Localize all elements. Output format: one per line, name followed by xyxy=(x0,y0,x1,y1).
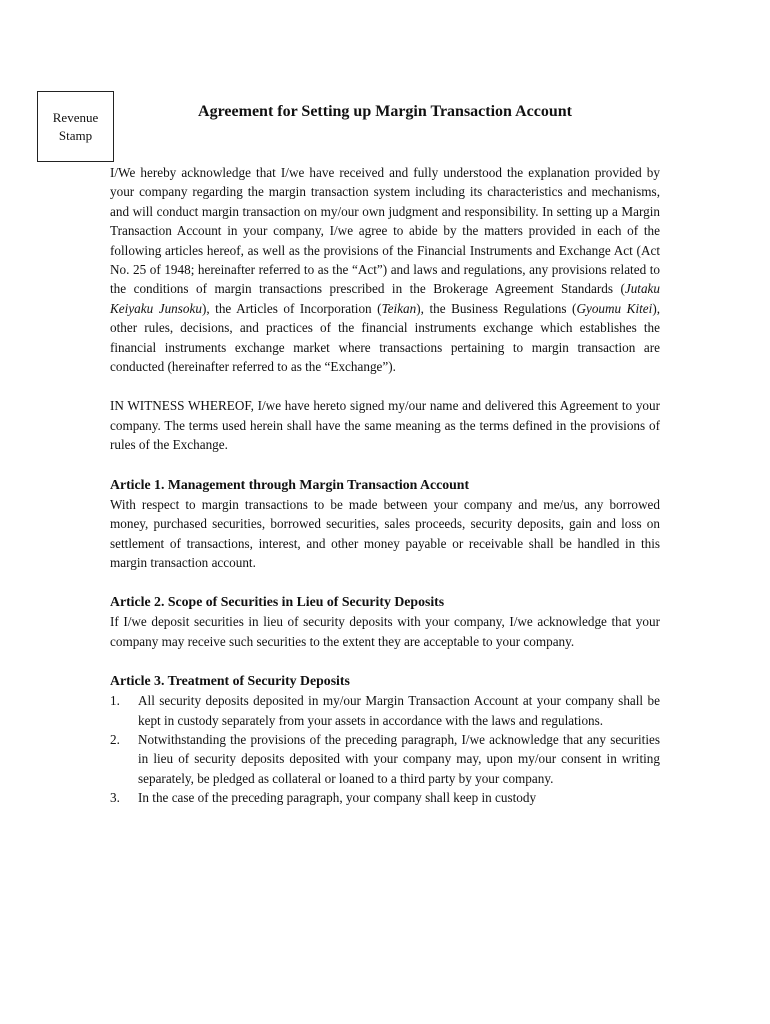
item-text: Notwithstanding the provisions of the preceding paragraph, I/we acknowledge that any securities in lieu of security deposits deposited with your company may, upon my/our consent in writing separately, be pledged as collateral or loaned to a third party by your company. xyxy=(138,731,660,786)
intro-text-4: ), other rules, decisions, and practices of the financial instruments exchange which establishes the financial instruments exchange market where transactions pertaining to margin transaction are conducted (hereinafter referred to as the “Exchange”). xyxy=(110,300,661,375)
item-text: In the case of the preceding paragraph, your company shall keep in custody xyxy=(138,790,537,806)
list-item xyxy=(110,730,660,788)
witness-paragraph: IN WITNESS WHEREOF, I/we have hereto signed my/our name and delivered this Agreement to your company. The terms used herein shall have the same meaning as the terms defined in the provisions of rules of the Exchange. xyxy=(110,398,660,453)
article-3-list xyxy=(110,691,660,807)
stamp-line-2: Stamp xyxy=(58,127,93,143)
intro-italic-jutaku: Jutaku Keiyaku Junsoku xyxy=(110,281,660,316)
item-number: 2. xyxy=(110,731,120,747)
article-text: With respect to margin transactions to be made between your company and me/us, any borrowed money, purchased securities, borrowed securities, sales proceeds, security deposits, gain and loss on settlement of transactions, interest, and other money payable or receivable shall be handled in this margin transaction account. xyxy=(110,496,660,570)
item-number: 1. xyxy=(110,693,120,709)
stamp-line-1: Revenue xyxy=(52,109,99,125)
article-heading: Article 2. Scope of Securities in Lieu of Security Deposits xyxy=(110,594,445,610)
item-text: All security deposits deposited in my/our Margin Transaction Account at your company shall be kept in custody separately from your assets in accordance with the laws and regulations. xyxy=(138,693,660,728)
item-number: 3. xyxy=(110,790,120,806)
list-item xyxy=(110,788,660,807)
article-2 xyxy=(110,592,660,651)
article-heading: Article 1. Management through Margin Transaction Account xyxy=(110,476,470,492)
document-title: Agreement for Setting up Margin Transaction Account xyxy=(198,103,572,120)
revenue-stamp-box xyxy=(37,91,114,162)
article-heading: Article 3. Treatment of Security Deposits xyxy=(110,673,350,689)
intro-paragraph xyxy=(110,163,660,376)
article-text: If I/we deposit securities in lieu of security deposits with your company, I/we acknowledge that your company may receive such securities to the extent they are acceptable to your company. xyxy=(110,614,660,649)
intro-text-1: I/We hereby acknowledge that I/we have received and fully understood the explanation provided by your company regarding the margin transaction system including its characteristics and mechanisms, and will conduct margin transaction on my/our own judgment and responsibility. In setting up a Margin Transaction Account in your company, I/we agree to abide by the matters provided in each of the following articles hereof, as well as the provisions of the Financial Instruments and Exchange Act (Act No. 25 of 1948; hereinafter referred to as the “Act”) and laws and regulations, any provisions related to the conditions of margin transactions prescribed in the Brokerage Agreement Standards ( xyxy=(110,165,660,297)
article-1 xyxy=(110,475,660,573)
document-body xyxy=(110,163,660,808)
list-item xyxy=(110,691,660,730)
intro-text-2: ), the Articles of Incorporation ( xyxy=(201,300,382,316)
intro-italic-teikan: Teikan xyxy=(381,300,417,316)
intro-italic-gyoumu: Gyoumu Kitei xyxy=(576,300,653,316)
intro-text-3: ), the Business Regulations ( xyxy=(416,300,577,316)
article-3 xyxy=(110,671,660,807)
